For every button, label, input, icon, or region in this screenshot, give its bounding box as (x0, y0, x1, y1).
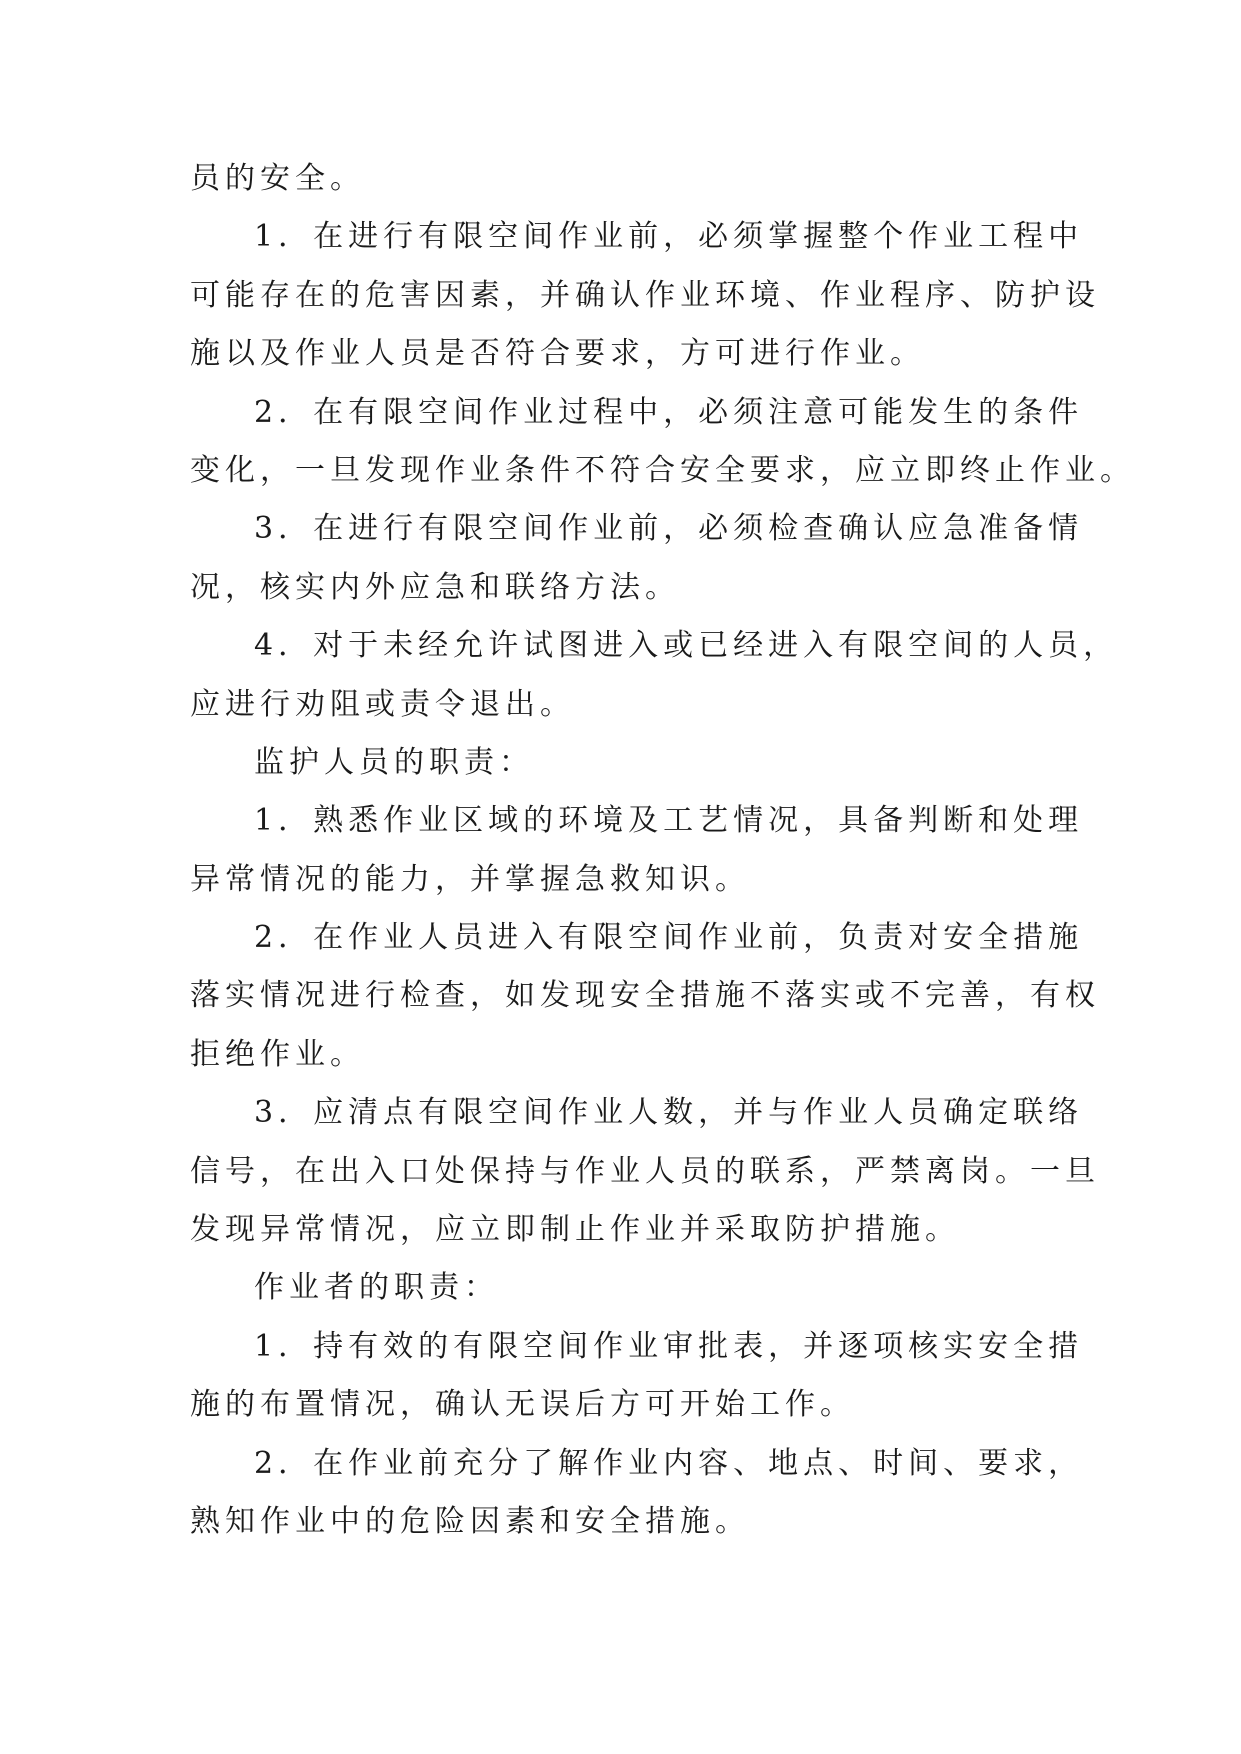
text-line: 1．熟悉作业区域的环境及工艺情况，具备判断和处理 (254, 803, 1084, 839)
text-line: 拒绝作业。 (190, 1036, 365, 1072)
text-line: 2．在有限空间作业过程中，必须注意可能发生的条件 (254, 394, 1084, 430)
text-line: 施以及作业人员是否符合要求，方可进行作业。 (190, 336, 925, 372)
text-line: 4．对于未经允许试图进入或已经进入有限空间的人员， (254, 628, 1119, 664)
section-heading: 监护人员的职责： (254, 744, 534, 780)
text-line: 2．在作业人员进入有限空间作业前，负责对安全措施 (254, 920, 1084, 956)
text-line: 变化，一旦发现作业条件不符合安全要求，应立即终止作业。 (190, 452, 1135, 488)
text-line: 应进行劝阻或责令退出。 (190, 686, 575, 722)
text-line: 熟知作业中的危险因素和安全措施。 (190, 1503, 750, 1539)
text-line: 3．在进行有限空间作业前，必须检查确认应急准备情 (254, 511, 1084, 547)
text-line: 员的安全。 (190, 161, 365, 196)
text-line: 施的布置情况，确认无误后方可开始工作。 (190, 1387, 855, 1423)
text-line: 异常情况的能力，并掌握急救知识。 (190, 861, 750, 897)
section-heading: 作业者的职责： (254, 1270, 499, 1306)
text-line: 2．在作业前充分了解作业内容、地点、时间、要求， (254, 1445, 1084, 1481)
text-line: 可能存在的危害因素，并确认作业环境、作业程序、防护设 (190, 277, 1100, 313)
text-line: 1．在进行有限空间作业前，必须掌握整个作业工程中 (254, 219, 1084, 255)
text-line: 况，核实内外应急和联络方法。 (190, 569, 680, 605)
text-line: 发现异常情况，应立即制止作业并采取防护措施。 (190, 1212, 960, 1248)
text-line: 信号，在出入口处保持与作业人员的联系，严禁离岗。一旦 (190, 1153, 1100, 1189)
text-line: 落实情况进行检查，如发现安全措施不落实或不完善，有权 (190, 978, 1100, 1014)
text-line: 3．应清点有限空间作业人数，并与作业人员确定联络 (254, 1095, 1084, 1131)
text-line: 1．持有效的有限空间作业审批表，并逐项核实安全措 (254, 1328, 1084, 1364)
document-page (190, 150, 1135, 1551)
